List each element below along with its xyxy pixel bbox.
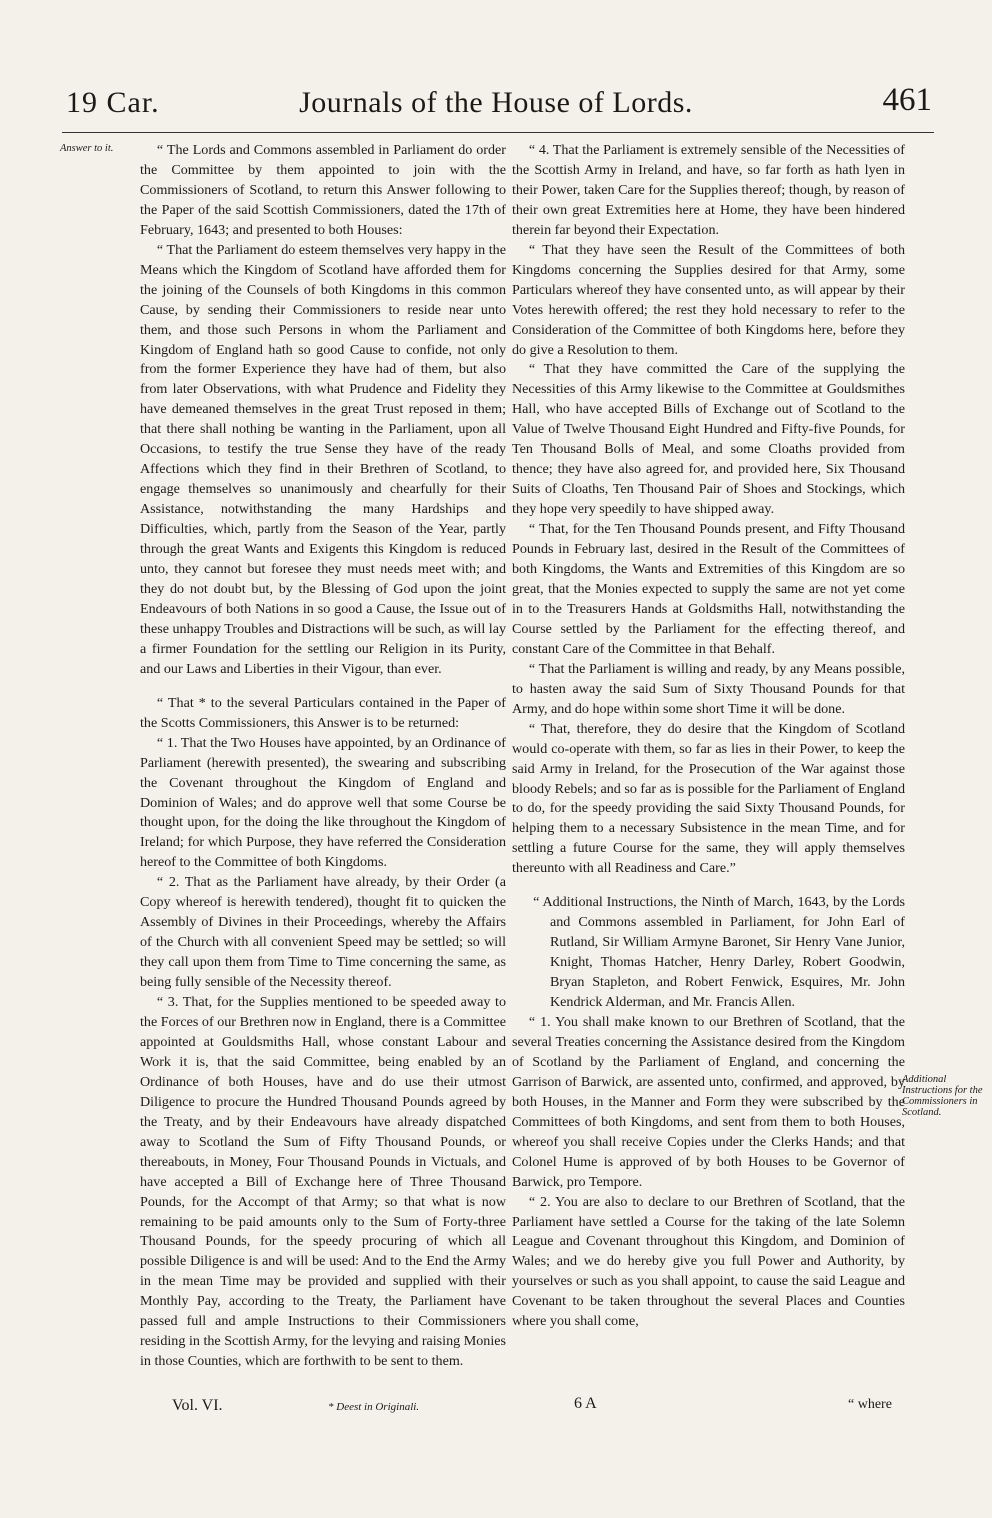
paragraph: “ 2. You are also to declare to our Brethren of Scotland, that the Parliament have settled a Course for the taking of the late Solemn League and Covenant throughout this Kingdom, and Dominion of Wales; and we do hereby give you full Power and Authority, by yourselves or such as you shall appoint, to cause the said League and Covenant to be taken throughout the several Places and Counties where you shall come, [512, 1193, 905, 1330]
right-column [512, 141, 905, 1332]
footnote: * Deest in Originali. [328, 1401, 420, 1413]
margin-note-additional-instructions: Additional Instructions for the Commissioners in Scotland. [902, 1074, 983, 1118]
paragraph: “ 3. That, for the Supplies mentioned to be speeded away to the Forces of our Brethren now in England, there is a Committee appointed at Gouldsmiths Hall, whose constant Labour and Work it is, that the said Committee, being enabled by an Ordinance of both Houses, have and do use their utmost Diligence to procure the Hundred Thousand Pounds agreed by the Treaty, and by their Endeavours have already dispatched away to Scotland the Sum of Fifty Thousand Pounds, or thereabouts, in Money, Four Thousand Pounds in Victuals, and have accepted a Bill of Exchange here of Three Thousand Pounds, for the Accompt of that Army; so that what is now remaining to be paid amounts only to the Sum of Forty-three Thousand Pounds, for the speedy procuring of which all possible Diligence is and will be used: And to the End the Army in the mean Time may be provided and supplied with their Monthly Pay, according to the Treaty, the Parliament have passed full and ample Instructions to their Commissioners residing in the Scottish Army, for the levying and raising Monies in those Counties, which are forthwith to be sent to them. [140, 994, 506, 1370]
paragraph: “ 1. That the Two Houses have appointed, by an Ordinance of Parliament (herewith presented), the swearing and subscribing the Covenant throughout the Kingdom of England and Dominion of Wales; and do approve well that some Course be thought upon, for the doing the like throughout the Kingdom of Ireland; for which Purpose, they have referred the Consideration hereof to the Committee of both Kingdoms. [140, 734, 506, 871]
signature-mark: 6 A [574, 1395, 597, 1412]
paragraph-gap [512, 879, 905, 893]
paragraph: “ 4. That the Parliament is extremely sensible of the Necessities of the Scottish Army in Ireland, and have, so far forth as hath lyen in their Power, taken Care for the Supplies thereof; though, by reason of their own great Extremities here at Home, they have been hindered therein far beyond their Expectation. [512, 142, 905, 238]
margin-note-answer: Answer to it. [60, 143, 114, 154]
header-rule [62, 132, 934, 133]
paragraph: “ The Lords and Commons assembled in Parliament do order the Committee by them appointed to join with the Commissioners of Scotland, to return this Answer following to the Paper of the said Scottish Commissioners, dated the 17th of February, 1643; and presented to both Houses: [140, 142, 506, 238]
paragraph: “ That they have committed the Care of the supplying the Necessities of this Army likewise to the Committee at Gouldsmithes Hall, who have accepted Bills of Exchange out of Scotland to the Value of Twelve Thousand Eight Hundred and Fifty-five Pounds, for Ten Thousand Bolls of Meal, and some Cloaths provided from thence; they have also agreed for, and provided here, Six Thousand Suits of Cloaths, Ten Thousand Pair of Shoes and Stockings, which they hope very speedily to have shipped away. [512, 361, 905, 518]
paragraph: “ That * to the several Particulars contained in the Paper of the Scotts Commissioners, this Answer is to be returned: [140, 694, 506, 731]
paragraph: “ 1. You shall make known to our Brethren of Scotland, that the several Treaties concerning the Assistance desired from the Kingdom of Scotland by the Parliament of England, and concerning the Garrison of Barwick, are assented unto, confirmed, and approved, by both Houses, in the Manner and Form they were subscribed by the Committees of both Kingdoms, and sent from them to both Houses, whereof you shall receive Copies under the Clerks Hands; and that Colonel Hume is approved of by both Houses to be Governor of Barwick, pro Tempore. [512, 1013, 905, 1190]
paragraph: “ That, for the Ten Thousand Pounds present, and Fifty Thousand Pounds in February last, desired in the Result of the Committees of both Kingdoms, the Wants and Extremities of this Kingdom are so great, that the Monies expected to supply the same are not yet come in to the Treasurers Hands at Goldsmiths Hall, notwithstanding the Course settled by the Parliament for the effecting thereof, and constant Care of the Committee in that Behalf. [512, 521, 905, 657]
paragraph: “ That they have seen the Result of the Committees of both Kingdoms concerning the Supplies desired for that Army, some Particulars whereof they have consented unto, as will appear by their Votes herewith offered; the rest they hold necessary to refer to the Consideration of the Committee of both Kingdoms here, before they do give a Resolution to them. [512, 241, 905, 358]
volume-label: Vol. VI. [172, 1397, 223, 1414]
paragraph: “ 2. That as the Parliament have already, by their Order (a Copy whereof is herewith tendered), thought fit to quicken the Assembly of Divines in their Proceedings, whereby the Affairs of the Church with all convenient Speed may be settled; so will they call upon them from Time to Time concerning the same, as being fully sensible of the Necessity thereof. [140, 874, 506, 991]
regnal-year: 19 Car. [66, 86, 160, 119]
paragraph: “ That the Parliament is willing and ready, by any Means possible, to hasten away the said Sum of Sixty Thousand Pounds for that Army, and do hope within some short Time it will be done. [512, 660, 905, 717]
paragraph: “ That the Parliament do esteem themselves very happy in the Means which the Kingdom of Scotland have afforded them for the joining of the Counsels of both Kingdoms in this common Cause, by sending their Commissioners to reside near unto them, and those such Persons in whom the Parliament and Kingdom of England hath so good Cause to confide, not only from the former Experience they have had of them, but also from later Observations, with what Prudence and Fidelity they have demeaned themselves in the great Trust reposed in them; that there shall nothing be wanting in the Parliament, upon all Occasions, to testify the true Sense they have of the ready Affections which they find in their Brethren of Scotland, to engage themselves so unanimously and chearfully for their Assistance, notwithstanding the many Hardships and Difficulties, which, partly from the Season of the Year, partly through the great Wants and Exigents this Kingdom is reduced unto, they cannot but foresee they must needs meet with; and they do not doubt but, by the Blessing of God upon the joint Endeavours of both Nations in so good a Cause, the Issue out of these unhappy Troubles and Distractions will be such, as will lay a firmer Foundation for the settling our Religion in its Purity, and our Laws and Liberties in their Vigour, than ever. [140, 241, 507, 677]
catchword: “ where [848, 1397, 892, 1412]
page-title: Journals of the House of Lords. [299, 86, 693, 119]
left-column [140, 141, 506, 1372]
paragraph-gap [140, 680, 506, 694]
paragraph: “ That, therefore, they do desire that the Kingdom of Scotland would co-operate with them, so far as lies in their Power, to keep the said Army in Ireland, for the Prosecution of the War against those bloody Rebels; and so far as is possible for the Parliament of England to do, for the speedy providing the said Sixty Thousand Pounds, for helping them to a necessary Subsistence in the mean Time, and for settling a future Course for the same, they will apply themselves thereunto with all Readiness and Care.” [512, 720, 905, 877]
page-number: 461 [882, 82, 932, 118]
instructions-heading: “ Additional Instructions, the Ninth of March, 1643, by the Lords and Commons assembled in Parliament, for John Earl of Rutland, Sir William Armyne Baronet, Sir Henry Vane Junior, Knight, Thomas Hatcher, Henry Darley, Robert Goodwin, Bryan Stapleton, and Robert Fenwick, Esquires, Mr. John Kendrick Alderman, and Mr. Francis Allen. [533, 894, 905, 1011]
